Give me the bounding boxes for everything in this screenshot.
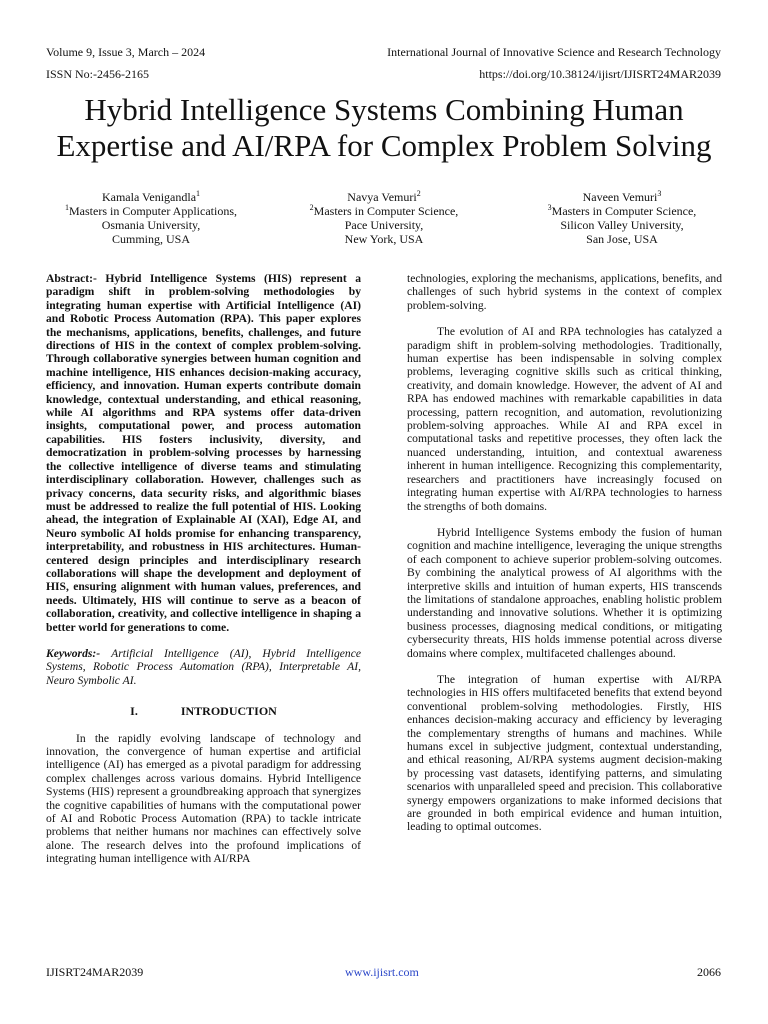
footer-paper-id: IJISRT24MAR2039 [46, 965, 144, 979]
author-name: Kamala Venigandla [101, 190, 197, 204]
intro-paragraph-4: The integration of human expertise with AI/RPA technologies in HIS offers multifaceted benefits that extend beyond conventional problem-solving methodologies. Firstly, HIS enhances decision-making accuracy and efficiency by leveraging the complementary strengths of humans and machines. While humans excel in subjective judgment, contextual understanding, and ethical reasoning, AI/RPA systems augment decision-making by processing vast datasets, identifying patterns, and simulating scenarios with unparalleled speed and precision. This collaborative synergy empowers organizations to make informed decisions that are grounded in both empirical evidence and human intuition, leading to optimal outcomes. [407, 672, 722, 834]
volume-info: Volume 9, Issue 3, March – 2024 [46, 45, 206, 59]
author-block-3: Naveen Vemuri$^3$ $^3$Masters in Computer Science, Silicon Valley University, San Jose, USA [497, 190, 747, 246]
author-block-1: Kamala Venigandla$^1$ $^1$Masters in Computer Applications, Osmania University, Cumming, USA [26, 190, 276, 246]
right-column [407, 272, 722, 834]
author-org: Pace University, [344, 218, 424, 232]
author-block-2: Navya Vemuri$^2$ $^2$Masters in Computer Science, Pace University, New York, USA [259, 190, 509, 246]
title-line-2: Expertise and AI/RPA for Complex Problem Solving [56, 128, 712, 163]
author-location: San Jose, USA [586, 232, 658, 246]
author-org: Osmania University, [101, 218, 201, 232]
section-title: INTRODUCTION [180, 704, 277, 719]
issn: ISSN No:-2456-2165 [46, 67, 150, 81]
section-number: I. [130, 704, 138, 719]
title-line-1: Hybrid Intelligence Systems Combining Human [84, 92, 684, 127]
author-location: New York, USA [344, 232, 424, 246]
doi-link[interactable]: https://doi.org/10.38124/ijisrt/IJISRT24MAR2039 [479, 67, 721, 81]
section-heading-introduction [46, 705, 361, 718]
author-affiliation: Masters in Computer Science, [313, 204, 459, 218]
journal-name: International Journal of Innovative Science and Research Technology [387, 45, 721, 59]
author-location: Cumming, USA [111, 232, 190, 246]
keywords-label: Keywords:- [46, 646, 101, 660]
page-number: 2066 [697, 965, 721, 979]
abstract: Abstract:- Hybrid Intelligence Systems (HIS) represent a paradigm shift in problem-solving methodologies by integrating human expertise with Artificial Intelligence (AI) and Robotic Process Automation (RPA). This paper explores the mechanisms, applications, benefits, challenges, and future directions of HIS in the context of complex problem-solving. Through collaborative synergies between human cognition and machine intelligence, HIS enhances decision-making accuracy, efficiency, and innovation. Human experts contribute domain knowledge, contextual understanding, and ethical reasoning, while AI algorithms and RPA systems offer data-driven insights, computational power, and process automation capabilities. HIS fosters inclusivity, diversity, and democratization in problem-solving processes by harnessing the collective intelligence of diverse teams and stimulating interdisciplinary collaboration. However, challenges such as privacy concerns, data security risks, and algorithmic biases must be addressed to realize the full potential of HIS. Looking ahead, the integration of Explainable AI (XAI), Edge AI, and Neuro symbolic AI holds promise for enhancing transparency, interpretability, and robustness in HIS architectures. Human-centered design principles and interdisciplinary research collaborations will shape the development and deployment of HIS, ensuring alignment with human values, preferences, and needs. Ultimately, HIS will continue to serve as a beacon of collaboration, creativity, and collective intelligence in shaping a better world for generations to come. [46, 272, 361, 634]
keywords [46, 647, 361, 687]
intro-paragraph-1-continued: technologies, exploring the mechanisms, applications, benefits, and challenges of such hybrid systems in the context of complex problem-solving. [407, 272, 722, 312]
paper-title [30, 92, 738, 164]
author-affiliation: Masters in Computer Applications, [69, 204, 237, 218]
author-affiliation: Masters in Computer Science, [551, 204, 697, 218]
left-column [46, 272, 361, 866]
author-name: Naveen Vemuri [582, 190, 658, 204]
keywords-text: Artificial Intelligence (AI), Hybrid Intelligence Systems, Robotic Process Automation (RPA), Interpretable AI, Neuro Symbolic AI. [46, 646, 361, 687]
author-org: Silicon Valley University, [560, 218, 684, 232]
intro-paragraph-3: Hybrid Intelligence Systems embody the fusion of human cognition and machine intelligence, leveraging the unique strengths of each component to achieve superior problem-solving outcomes. By combining the analytical prowess of AI algorithms with the interpretive skills and intuition of human experts, HIS transcends the limitations of standalone approaches, enabling holistic problem understanding and innovative solutions. Whether it is optimizing business processes, diagnosing medical conditions, or mitigating cybersecurity threats, HIS holds immense potential across diverse domains where complex, multifaceted challenges abound. [407, 525, 722, 660]
author-name: Navya Vemuri [347, 190, 417, 204]
intro-paragraph-1: In the rapidly evolving landscape of technology and innovation, the convergence of human expertise and artificial intelligence (AI) has emerged as a pivotal paradigm for addressing complex challenges across various domains. Hybrid Intelligence Systems (HIS) represent a groundbreaking approach that synergizes the cognitive capabilities of humans with the computational power of AI and Robotic Process Automation (RPA) to tackle intricate problems that neither humans nor machines can effectively solve alone. The research delves into the profound implications of integrating human intelligence with AI/RPA [46, 731, 361, 866]
intro-paragraph-2: The evolution of AI and RPA technologies has catalyzed a paradigm shift in problem-solving methodologies. Traditionally, human expertise has been indispensable in solving complex problems, leveraging cognitive skills such as critical thinking, creativity, and domain knowledge. However, the advent of AI and RPA has endowed machines with remarkable capabilities in data processing, pattern recognition, and automation, revolutionizing problem-solving approaches. While AI and RPA excel in computational tasks and repetitive processes, they often lack the nuanced understanding, intuition, and contextual awareness inherent in human intelligence. Recognizing this complementarity, researchers and practitioners have increasingly focused on integrating human expertise with AI/RPA technologies to harness the strengths of both domains. [407, 325, 722, 513]
footer-website-link[interactable]: www.ijisrt.com [345, 965, 419, 979]
